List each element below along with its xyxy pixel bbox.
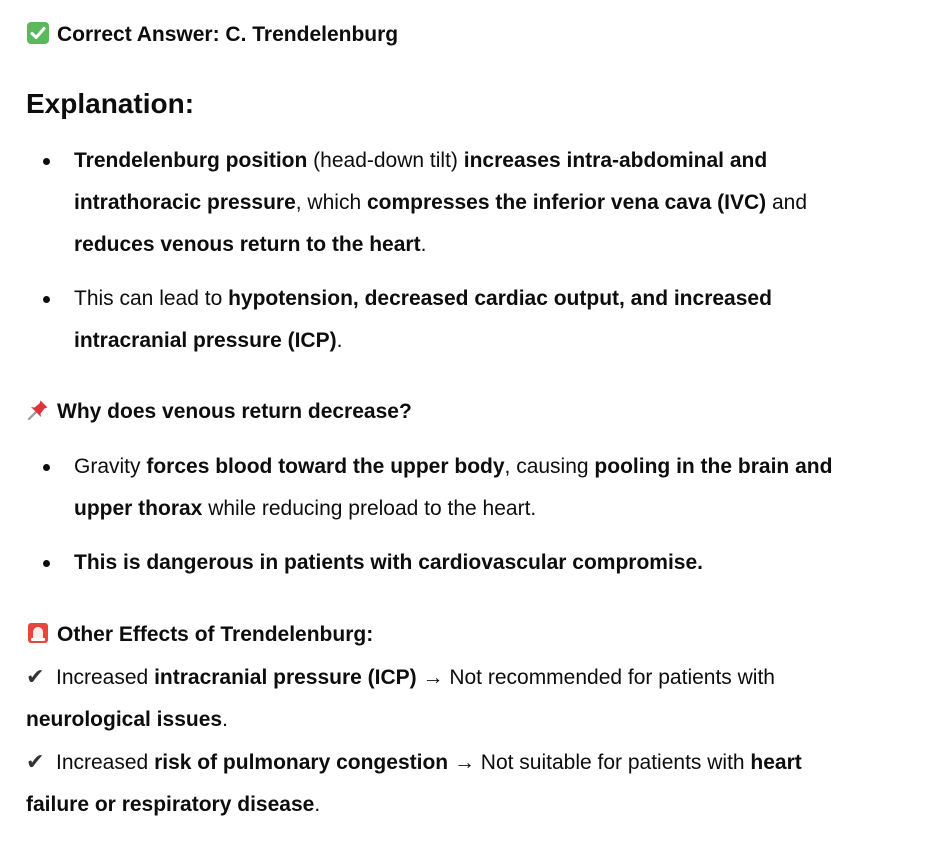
bold-text: forces blood toward the upper body xyxy=(146,455,505,478)
check-mark-icon: ✔ xyxy=(26,749,45,774)
text: , causing xyxy=(504,455,595,478)
text: . xyxy=(420,233,427,256)
text: Increased xyxy=(56,751,155,774)
bold-text: compresses the inferior vena cava (IVC) xyxy=(366,191,767,214)
list-item-line xyxy=(74,224,936,266)
bold-text: hypotension, decreased cardiac output, and increased xyxy=(228,287,772,310)
bold-text: increases intra-abdominal and xyxy=(463,149,768,172)
list-item-line xyxy=(74,140,936,182)
bold-text: risk of pulmonary congestion xyxy=(154,751,449,774)
bold-text: upper thorax xyxy=(74,497,203,520)
why-heading: Why does venous return decrease? xyxy=(57,400,412,423)
correct-answer-text: Correct Answer: C. Trendelenburg xyxy=(57,23,399,46)
text: → Not recommended for patients with xyxy=(416,666,775,689)
text: This can lead to xyxy=(74,287,229,310)
text: Gravity xyxy=(74,455,147,478)
explanation-heading: Explanation: xyxy=(26,88,195,119)
bold-text: heart xyxy=(750,751,802,774)
effect-line xyxy=(26,784,802,826)
bold-text: neurological issues xyxy=(26,708,223,731)
bold-text: failure or respiratory disease xyxy=(26,793,315,816)
effect-line xyxy=(26,656,802,699)
list-item-line xyxy=(74,446,936,488)
list-item xyxy=(0,278,936,362)
text: . xyxy=(336,329,343,352)
effect-line xyxy=(26,741,802,784)
explanation-list xyxy=(0,140,936,362)
list-item xyxy=(0,446,936,530)
check-mark-icon: ✔ xyxy=(26,664,45,689)
list-item-line xyxy=(74,488,936,530)
list-item-line xyxy=(74,278,936,320)
text: and xyxy=(766,191,808,214)
effect-line xyxy=(26,699,802,741)
bold-text: This is dangerous in patients with cardiovascular compromise. xyxy=(74,551,703,574)
other-effects-list xyxy=(26,656,802,826)
text: → Not suitable for patients with xyxy=(448,751,751,774)
bold-text: Trendelenburg position xyxy=(74,149,308,172)
bold-text: reduces venous return to the heart xyxy=(74,233,421,256)
bold-text: intracranial pressure (ICP) xyxy=(154,666,417,689)
siren-icon xyxy=(26,621,50,645)
other-heading: Other Effects of Trendelenburg: xyxy=(57,623,374,646)
other-heading-line xyxy=(26,614,373,656)
correct-answer-line xyxy=(26,14,398,56)
text: Increased xyxy=(56,666,155,689)
text: . xyxy=(222,708,228,731)
bold-text: intracranial pressure (ICP) xyxy=(74,329,337,352)
list-item-line xyxy=(74,542,936,584)
list-item-line xyxy=(74,182,936,224)
list-item xyxy=(0,140,936,266)
green-check-box-icon xyxy=(26,21,50,45)
why-list xyxy=(0,446,936,584)
text: , which xyxy=(295,191,367,214)
list-item xyxy=(0,542,936,584)
text: (head-down tilt) xyxy=(307,149,464,172)
list-item-line xyxy=(74,320,936,362)
bold-text: pooling in the brain and xyxy=(594,455,833,478)
pushpin-icon xyxy=(26,398,50,422)
why-heading-line xyxy=(26,391,412,433)
text: . xyxy=(314,793,321,816)
bold-text: intrathoracic pressure xyxy=(74,191,296,214)
text: while reducing preload to the heart. xyxy=(202,497,537,520)
